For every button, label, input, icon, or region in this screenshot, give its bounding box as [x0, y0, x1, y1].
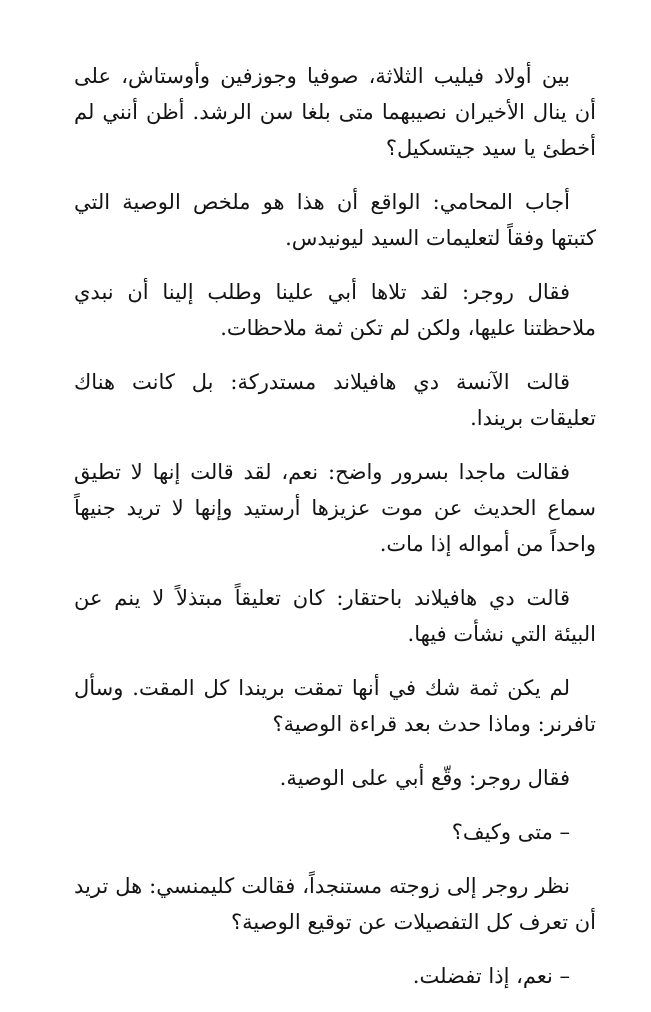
book-page: [74, 58, 596, 1012]
paragraph-10: نظر روجر إلى زوجته مستنجداً، فقالت كليمنسي: هل تريد أن تعرف كل التفصيلات عن توقيع الوصية؟: [74, 874, 596, 934]
paragraph-7: لم يكن ثمة شك في أنها تمقت بريندا كل المقت. وسأل تافرنر: وماذا حدث بعد قراءة الوصية؟: [74, 676, 596, 736]
paragraph-2: أجاب المحامي: الواقع أن هذا هو ملخص الوصية التي كتبتها وفقاً لتعليمات السيد ليونيدس.: [74, 190, 596, 250]
paragraph-8: فقال روجر: وقّع أبي على الوصية.: [279, 766, 570, 790]
paragraph-5: فقالت ماجدا بسرور واضح: نعم، لقد قالت إنها لا تطيق سماع الحديث عن موت عزيزها أرستيد وإنها لا تريد جنيهاً واحداً من أمواله إذا مات.: [74, 460, 596, 556]
paragraph-11: – نعم، إذا تفضلت.: [412, 964, 570, 988]
paragraph-9: – متى وكيف؟: [451, 820, 570, 844]
paragraph-1: بين أولاد فيليب الثلاثة، صوفيا وجوزفين وأوستاش، على أن ينال الأخيران نصيبهما متى بلغا سن الرشد. أظن أنني لم أخطئ يا سيد جيتسكيل؟: [74, 64, 596, 160]
paragraph-3: فقال روجر: لقد تلاها أبي علينا وطلب إلينا أن نبدي ملاحظتنا عليها، ولكن لم تكن ثمة ملاحظات.: [74, 280, 596, 340]
paragraph-6: قالت دي هافيلاند باحتقار: كان تعليقاً مبتذلاً لا ينم عن البيئة التي نشأت فيها.: [74, 586, 596, 646]
paragraph-4: قالت الآنسة دي هافيلاند مستدركة: بل كانت هناك تعليقات بريندا.: [74, 370, 596, 430]
